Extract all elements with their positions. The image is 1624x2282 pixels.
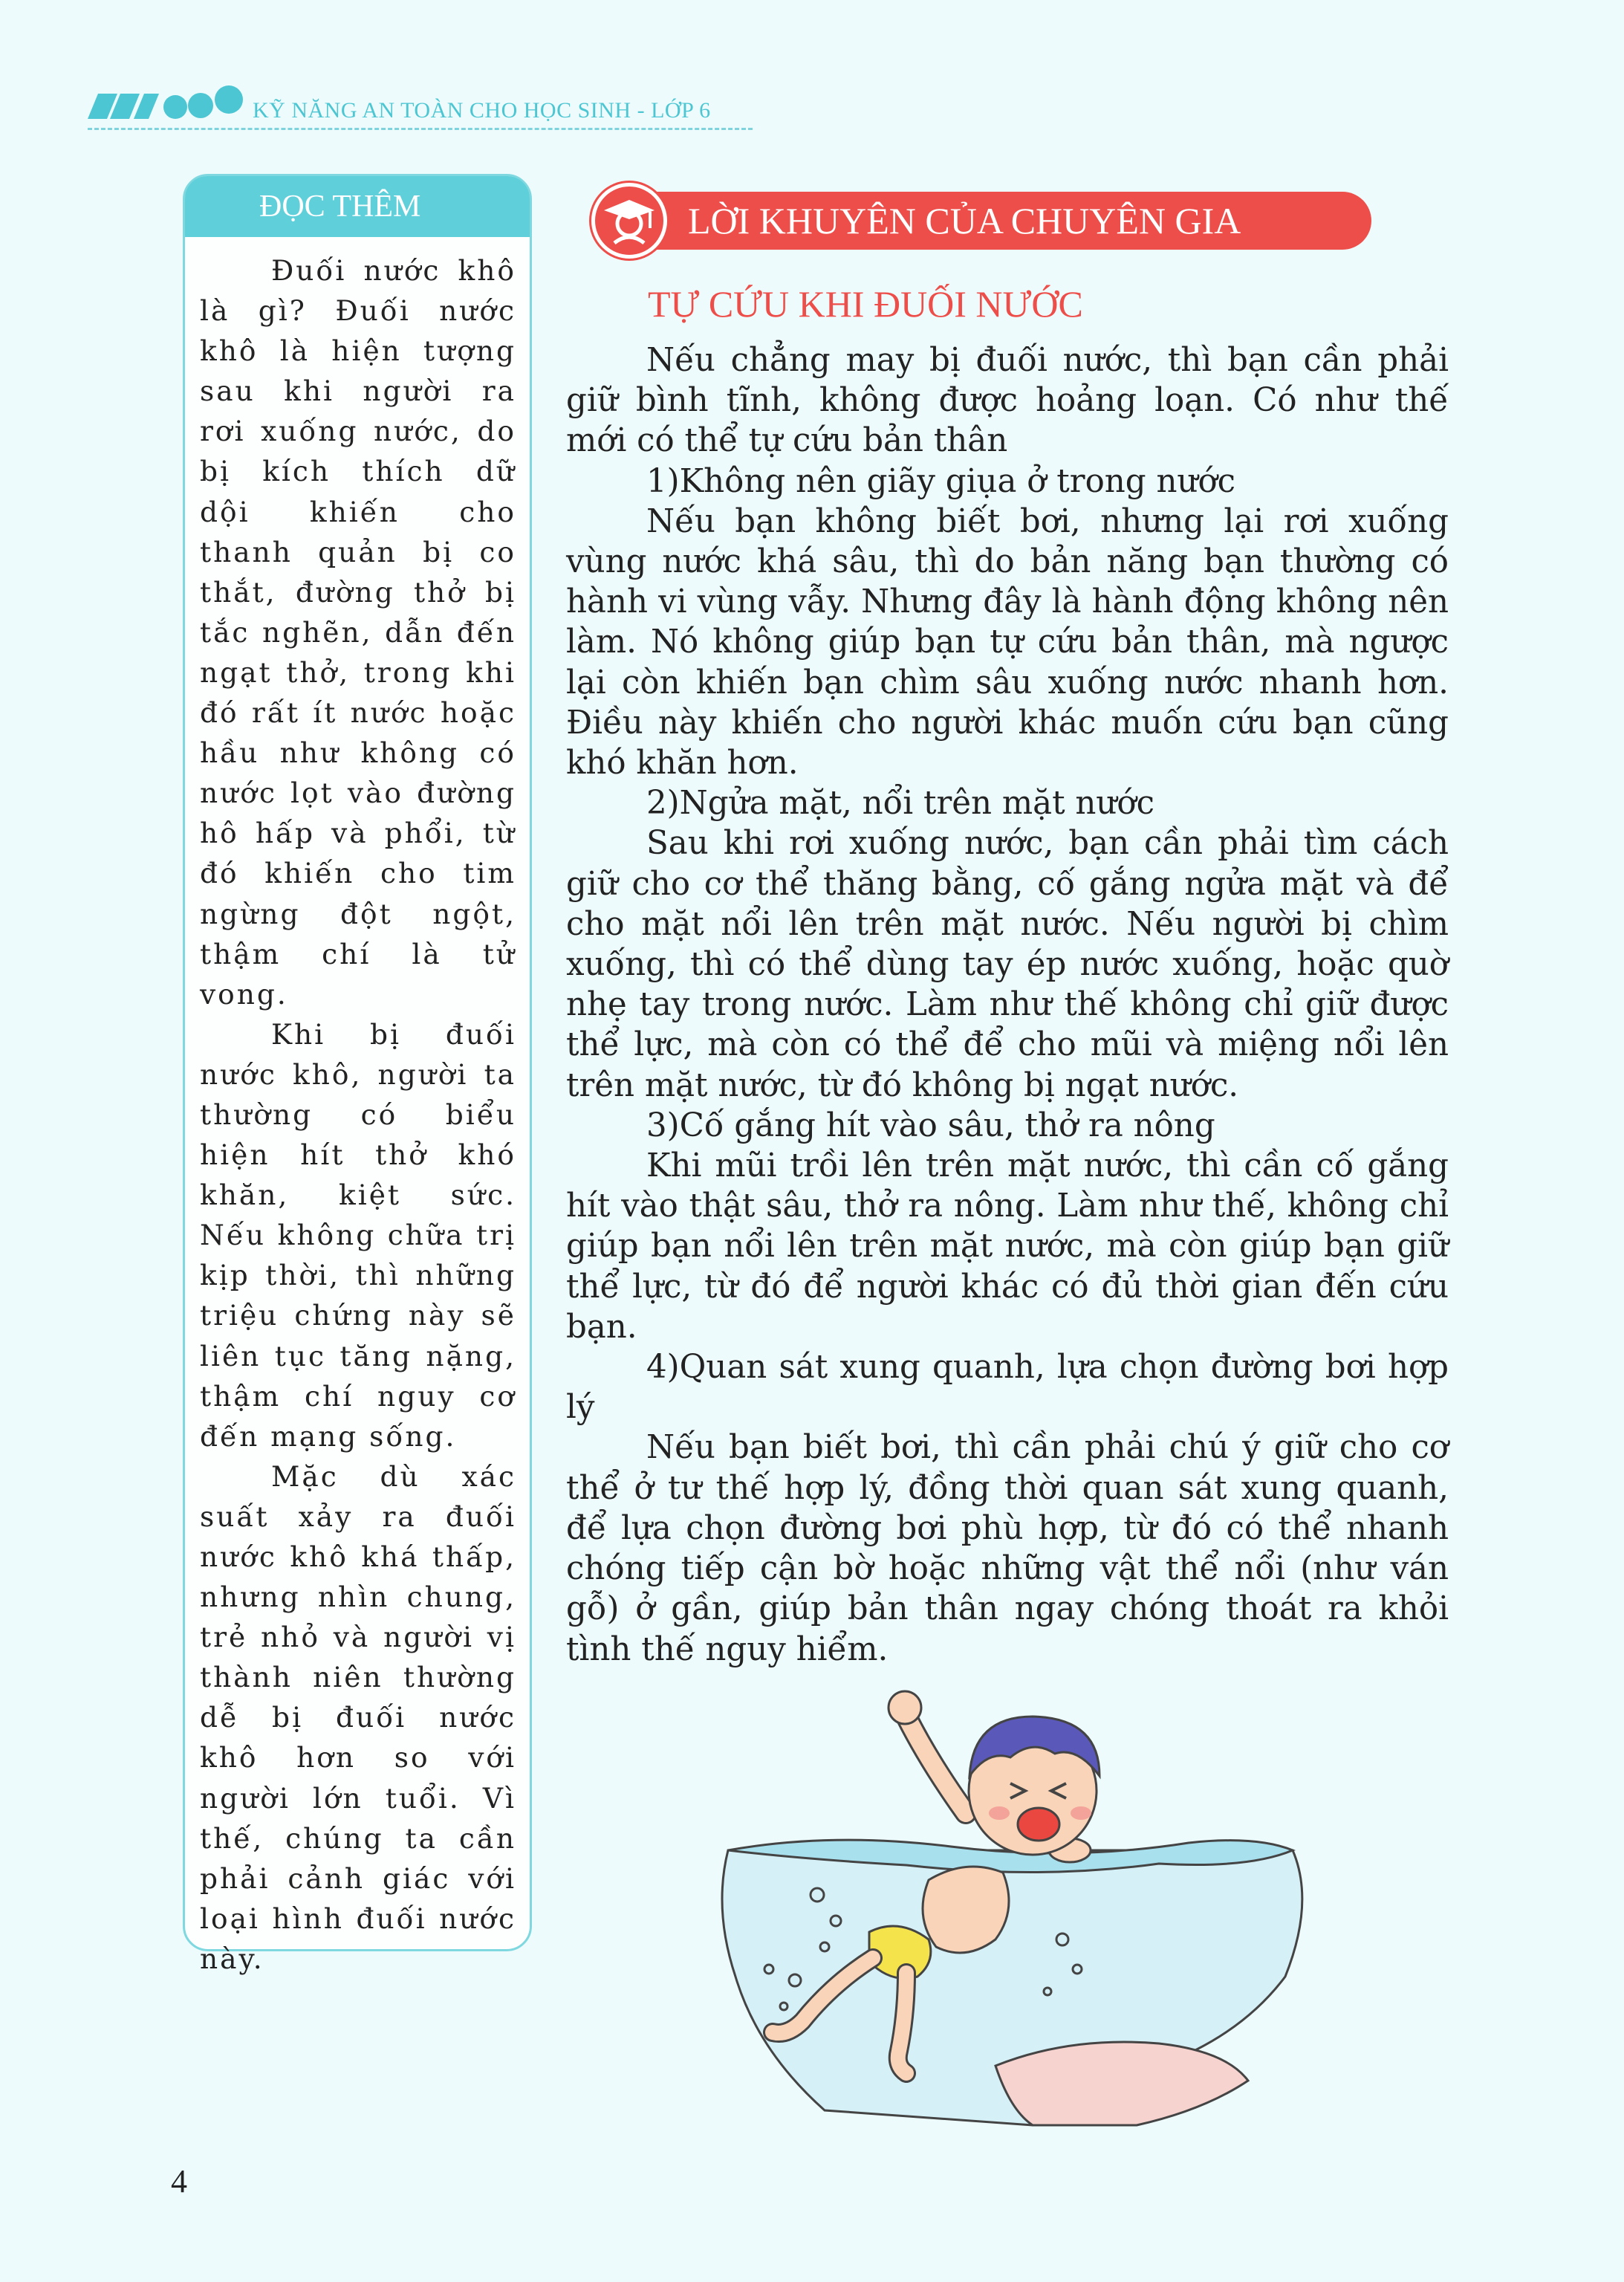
sidebar-read-more — [183, 174, 532, 1975]
tip-heading: 2)Ngửa mặt, nổi trên mặt nước — [646, 785, 1154, 823]
sidebar-heading: ĐỌC THÊM — [185, 176, 530, 237]
intro-paragraph: Nếu chẳng may bị đuối nước, thì bạn cần phải giữ bình tĩnh, không được hoảng loạn. Có như thế mới có thể tự cứu bản thân — [566, 342, 1449, 460]
drowning-child-illustration — [683, 1665, 1337, 2140]
sidebar-paragraph: Đuối nước khô là gì? Đuối nước khô là hiện tượng sau khi người ra rơi xuống nước, do bị kích thích dữ dội khiến cho thanh quản bị co thắt, đường thở bị tắc nghẽn, dẫn đến ngạt thở, trong khi đó rất ít nước hoặc hầu như không có nước lọt vào đường hô hấp và phổi, từ đó khiến cho tim ngừng đột ngột, thậm chí là tử vong. — [200, 254, 516, 1011]
header-decoration-icon — [88, 83, 251, 120]
tip-body: Sau khi rơi xuống nước, bạn cần phải tìm cách giữ cho cơ thể thăng bằng, cố gắng ngửa mặt và để cho mặt nổi lên trên mặt nước. Nếu người bị chìm xuống, thì có thể dùng tay ép nước xuống, hoặc quờ nhẹ tay trong nước. Làm như thế không chỉ giữ được thể lực, mà còn có thể để cho mũi và miệng nổi lên trên mặt nước, từ đó không bị ngạt nước. — [566, 825, 1449, 1104]
header-divider — [88, 128, 753, 130]
section-title: TỰ CỨU KHI ĐUỐI NƯỚC — [648, 283, 1083, 325]
tip-heading: 1)Không nên giãy giụa ở trong nước — [646, 462, 1236, 500]
tip-body: Khi mũi trồi lên trên mặt nước, thì cần cố gắng hít vào thật sâu, thở ra nông. Làm như thế, không chỉ giúp bạn nổi lên trên mặt nước, mà còn giúp bạn giữ thể lực, từ đó để người khác có đủ thời gian đến cứu bạn. — [566, 1147, 1449, 1346]
sidebar-body — [185, 237, 530, 1979]
expert-advice-banner — [591, 189, 1374, 253]
main-body — [566, 340, 1449, 1670]
tip-heading: 4)Quan sát xung quanh, lựa chọn đường bơi hợp lý — [566, 1349, 1449, 1427]
running-head: KỸ NĂNG AN TOÀN CHO HỌC SINH - LỚP 6 — [253, 98, 711, 123]
graduate-cap-icon — [591, 183, 667, 259]
sidebar-paragraph: Mặc dù xác suất xảy ra đuối nước khô khá thấp, nhưng nhìn chung, trẻ nhỏ và người vị thành niên thường dễ bị đuối nước khô hơn so với người lớn tuổi. Vì thế, chúng ta cần phải cảnh giác với loại hình đuối nước này. — [200, 1459, 516, 1975]
page-header — [88, 83, 756, 128]
banner-title: LỜI KHUYÊN CỦA CHUYÊN GIA — [688, 200, 1241, 242]
tip-body: Nếu bạn không biết bơi, nhưng lại rơi xuống vùng nước khá sâu, thì do bản năng bạn thường có hành vi vùng vẫy. Nhưng đây là hành động không nên làm. Nó không giúp bạn tự cứu bản thân, mà ngược lại còn khiến bạn chìm sâu xuống nước nhanh hơn. Điều này khiến cho người khác muốn cứu bạn cũng khó khăn hơn. — [566, 502, 1449, 782]
tip-heading: 3)Cố gắng hít vào sâu, thở ra nông — [646, 1106, 1215, 1144]
sidebar-paragraph: Khi bị đuối nước khô, người ta thường có biểu hiện hít thở khó khăn, kiệt sức. Nếu không chữa trị kịp thời, thì những triệu chứng này sẽ liên tục tăng nặng, thậm chí nguy cơ đến mạng sống. — [200, 1017, 516, 1453]
tip-body: Nếu bạn biết bơi, thì cần phải chú ý giữ cho cơ thể ở tư thế hợp lý, đồng thời quan sát xung quanh, để lựa chọn đường bơi phù hợp, từ đó có thể nhanh chóng tiếp cận bờ hoặc những vật thể nổi (như ván gỗ) ở gần, giúp bản thân ngay chóng thoát ra khỏi tình thế nguy hiểm. — [566, 1429, 1449, 1668]
page-number: 4 — [171, 2163, 187, 2200]
